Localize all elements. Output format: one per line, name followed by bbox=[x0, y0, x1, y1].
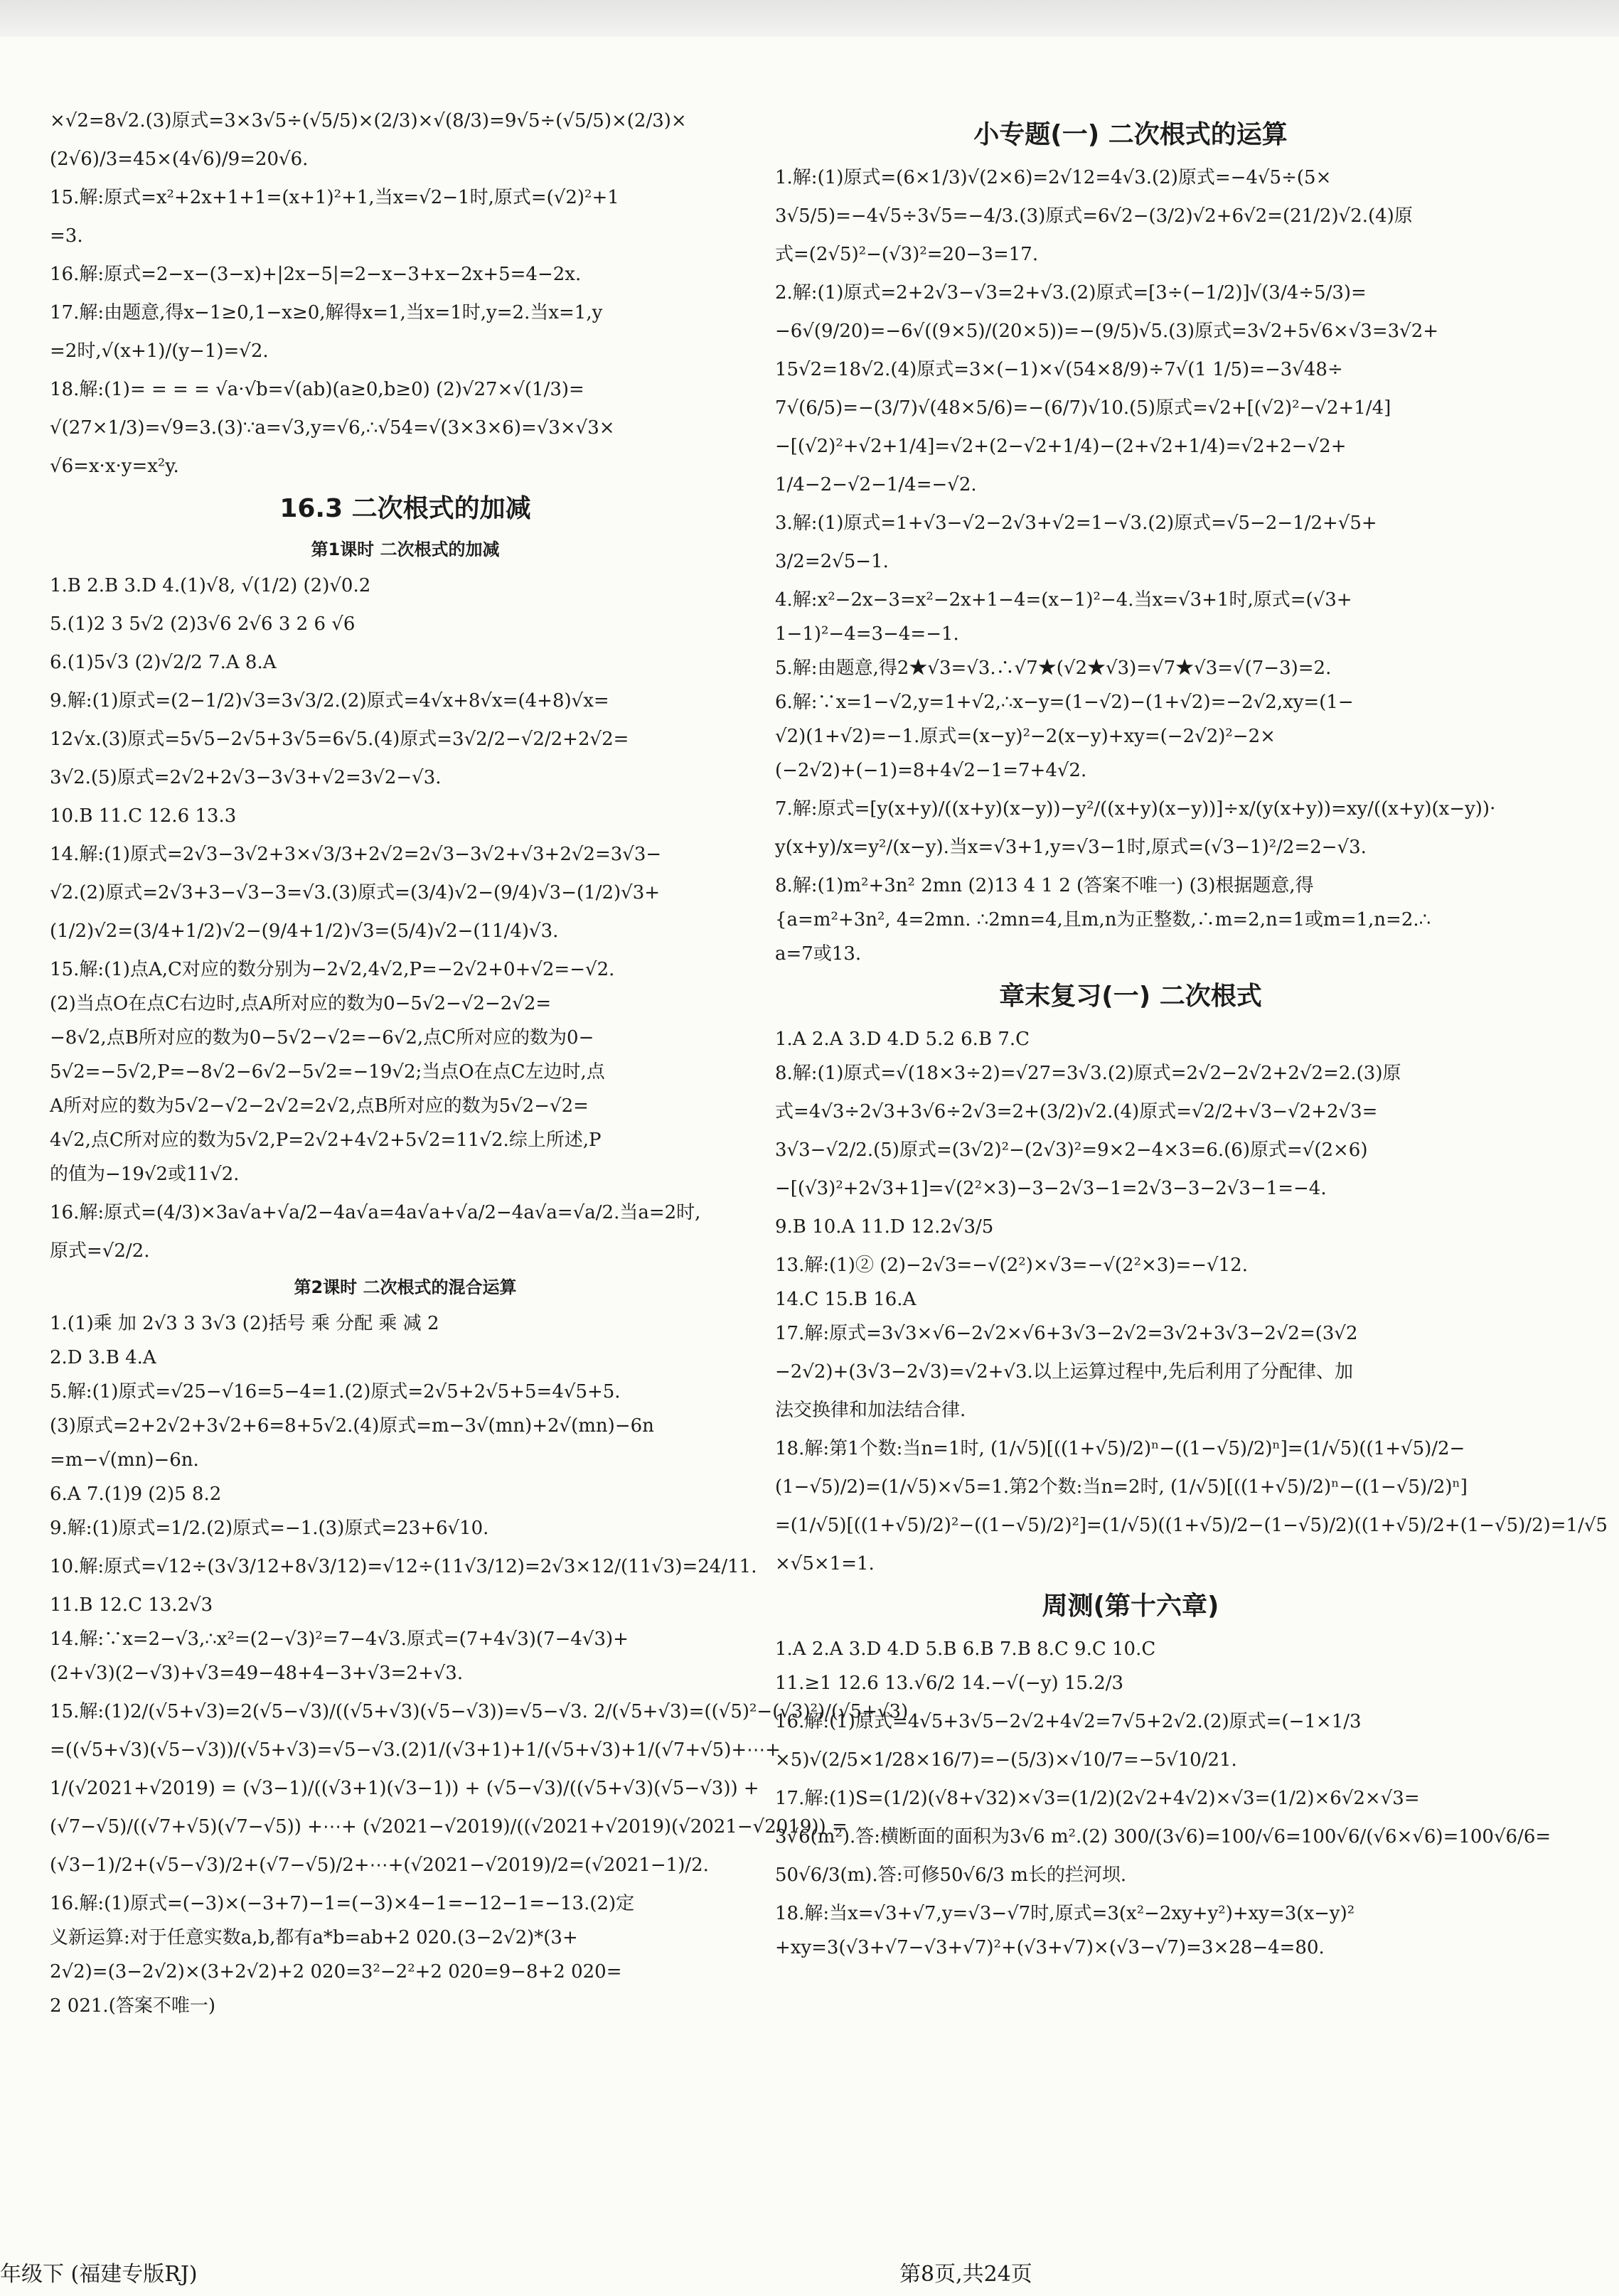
answer-line: (2)当点O在点C右边时,点A所对应的数为0−5√2−√2−2√2= bbox=[50, 993, 552, 1014]
answer-line: ×√2=8√2.(3)原式=3×3√5÷(√5/5)×(2/3)×√(8/3)=9√5÷(√5/5)×(2/3)× bbox=[50, 110, 687, 132]
answer-line: 13.解:(1)② (2)−2√3=−√(2²)×√3=−√(2²×3)=−√12. bbox=[775, 1255, 1248, 1276]
answer-line: (3)原式=2+2√2+3√2+6=8+5√2.(4)原式=m−3√(mn)+2√(mn)−6n bbox=[50, 1415, 654, 1437]
section-heading: 章末复习(一) 二次根式 bbox=[999, 982, 1262, 1011]
answer-line: 1/(√2021+√2019) = (√3−1)/((√3+1)(√3−1)) + (√5−√3)/((√5+√3)(√5−√3)) + bbox=[50, 1778, 759, 1799]
answer-line: 3√3−√2/2.(5)原式=(3√2)²−(2√3)²=9×2−4×3=6.(6)原式=√(2×6) bbox=[775, 1139, 1368, 1161]
answer-line: 9.B 10.A 11.D 12.2√3/5 bbox=[775, 1216, 994, 1238]
answer-line: 5.解:(1)原式=√25−√16=5−4=1.(2)原式=2√5+2√5+5=4√5+5. bbox=[50, 1381, 621, 1402]
answer-line: 15.解:原式=x²+2x+1+1=(x+1)²+1,当x=√2−1时,原式=(√2)²+1 bbox=[50, 187, 619, 208]
answer-line: ×5)√(2/5×1/28×16/7)=−(5/3)×√10/7=−5√10/21. bbox=[775, 1749, 1237, 1771]
answer-line: 3√6(m²).答:横断面的面积为3√6 m².(2) 300/(3√6)=100/√6=100√6/(√6×√6)=100√6/6= bbox=[775, 1826, 1551, 1847]
answer-line: 14.C 15.B 16.A bbox=[775, 1289, 917, 1310]
answer-line: 1.(1)乘 加 2√3 3 3√3 (2)括号 乘 分配 乘 减 2 bbox=[50, 1313, 439, 1334]
answer-line: 原式=√2/2. bbox=[50, 1240, 150, 1262]
answer-line: 6.解:∵x=1−√2,y=1+√2,∴x−y=(1−√2)−(1+√2)=−2√2,xy=(1− bbox=[775, 692, 1354, 713]
answer-line: (2√6)/3=45×(4√6)/9=20√6. bbox=[50, 149, 309, 170]
answer-line: =((√5+√3)(√5−√3))/(√5+√3)=√5−√3.(2)1/(√3+1)+1/(√5+√3)+1/(√7+√5)+⋯+ bbox=[50, 1739, 781, 1761]
answer-line: 3√2.(5)原式=2√2+2√3−3√3+√2=3√2−√3. bbox=[50, 767, 442, 788]
answer-line: 11.≥1 12.6 13.√6/2 14.−√(−y) 15.2/3 bbox=[775, 1673, 1124, 1694]
answer-line: (√7−√5)/((√7+√5)(√7−√5)) +⋯+ (√2021−√2019)/((√2021+√2019)(√2021−√2019)) = bbox=[50, 1816, 848, 1838]
answer-line: 1.B 2.B 3.D 4.(1)√8, √(1/2) (2)√0.2 bbox=[50, 575, 371, 596]
answer-line: 50√6/3(m).答:可修50√6/3 m长的拦河坝. bbox=[775, 1865, 1127, 1886]
answer-line: √6=x·x·y=x²y. bbox=[50, 456, 179, 477]
answer-line: 18.解:(1)= = = = √a·√b=√(ab)(a≥0,b≥0) (2)√27×√(1/3)= bbox=[50, 379, 584, 400]
answer-line: 3√5/5)=−4√5÷3√5=−4/3.(3)原式=6√2−(3/2)√2+6√2=(21/2)√2.(4)原 bbox=[775, 205, 1413, 227]
answer-line: 14.解:(1)原式=2√3−3√2+3×√3/3+2√2=2√3−3√2+√3+2√2=3√3− bbox=[50, 844, 662, 865]
answer-line: 7√(6/5)=−(3/7)√(48×5/6)=−(6/7)√10.(5)原式=√2+[(√2)²−√2+1/4] bbox=[775, 397, 1391, 419]
answer-line: 18.解:第1个数:当n=1时, (1/√5)[((1+√5)/2)ⁿ−((1−√5)/2)ⁿ]=(1/√5)((1+√5)/2− bbox=[775, 1438, 1465, 1459]
answer-line: 16.解:(1)原式=(−3)×(−3+7)−1=(−3)×4−1=−12−1=−13.(2)定 bbox=[50, 1893, 635, 1914]
answer-line: √(27×1/3)=√9=3.(3)∵a=√3,y=√6,∴√54=√(3×3×6)=√3×√3× bbox=[50, 417, 615, 439]
answer-line: 18.解:当x=√3+√7,y=√3−√7时,原式=3(x²−2xy+y²)+xy=3(x−y)² bbox=[775, 1903, 1355, 1924]
answer-line: 法交换律和加法结合律. bbox=[775, 1400, 966, 1421]
answer-line: 6.A 7.(1)9 (2)5 8.2 bbox=[50, 1484, 222, 1505]
answer-line: √2)(1+√2)=−1.原式=(x−y)²−2(x−y)+xy=(−2√2)²−2× bbox=[775, 726, 1276, 747]
answer-line: =m−√(mn)−6n. bbox=[50, 1449, 199, 1471]
footer-grade-edition: 年级下 (福建专版RJ) bbox=[0, 2262, 198, 2287]
answer-line: 8.解:(1)m²+3n² 2mn (2)13 4 1 2 (答案不唯一) (3)根据题意,得 bbox=[775, 875, 1314, 896]
answer-line: −6√(9/20)=−6√((9×5)/(20×5))=−(9/5)√5.(3)原式=3√2+5√6×√3=3√2+ bbox=[775, 321, 1439, 342]
answer-line: −[(√2)²+√2+1/4]=√2+(2−√2+1/4)−(2+√2+1/4)=√2+2−√2+ bbox=[775, 436, 1347, 457]
answer-line: 15√2=18√2.(4)原式=3×(−1)×√(54×8/9)÷7√(1 1/5)=−3√48÷ bbox=[775, 359, 1343, 380]
answer-line: 式=4√3÷2√3+3√6÷2√3=2+(3/2)√2.(4)原式=√2/2+√3−√2+2√3= bbox=[775, 1101, 1378, 1122]
answer-line: −2√2)+(3√3−2√3)=√2+√3.以上运算过程中,先后利用了分配律、加 bbox=[775, 1361, 1354, 1383]
answer-line: 5.解:由题意,得2★√3=√3.∴√7★(√2★√3)=√7★√3=√(7−3)=2. bbox=[775, 658, 1332, 679]
answer-line: (2+√3)(2−√3)+√3=49−48+4−3+√3=2+√3. bbox=[50, 1663, 464, 1684]
answer-line: 3/2=2√5−1. bbox=[775, 551, 889, 572]
answer-line: 16.解:原式=(4/3)×3a√a+√a/2−4a√a=4a√a+√a/2−4a√a=√a/2.当a=2时, bbox=[50, 1202, 701, 1223]
answer-line: 15.解:(1)点A,C对应的数分别为−2√2,4√2,P=−2√2+0+√2=−√2. bbox=[50, 959, 615, 980]
section-heading: 小专题(一) 二次根式的运算 bbox=[973, 120, 1288, 149]
answer-line: 5√2=−5√2,P=−8√2−6√2−5√2=−19√2;当点O在点C左边时,点 bbox=[50, 1061, 605, 1083]
answer-line: 16.解:原式=2−x−(3−x)+|2x−5|=2−x−3+x−2x+5=4−2x. bbox=[50, 264, 582, 285]
answer-line: 11.B 12.C 13.2√3 bbox=[50, 1594, 213, 1616]
answer-line: +xy=3(√3+√7−√3+√7)²+(√3+√7)×(√3−√7)=3×28−4=80. bbox=[775, 1937, 1325, 1958]
answer-line: 9.解:(1)原式=(2−1/2)√3=3√3/2.(2)原式=4√x+8√x=(4+8)√x= bbox=[50, 690, 609, 712]
lesson-heading: 第1课时 二次根式的加减 bbox=[311, 540, 500, 559]
answer-line: =3. bbox=[50, 225, 83, 247]
answer-line: {a=m²+3n², 4=2mn. ∴2mn=4,且m,n为正整数,∴m=2,n=1或m=1,n=2.∴ bbox=[775, 909, 1431, 930]
answer-line: 2.D 3.B 4.A bbox=[50, 1347, 156, 1368]
answer-line: =2时,√(x+1)/(y−1)=√2. bbox=[50, 340, 269, 362]
answer-line: (√3−1)/2+(√5−√3)/2+(√7−√5)/2+⋯+(√2021−√2019)/2=(√2021−1)/2. bbox=[50, 1855, 709, 1876]
answer-line: 3.解:(1)原式=1+√3−√2−2√3+√2=1−√3.(2)原式=√5−2−1/2+√5+ bbox=[775, 513, 1377, 534]
answer-line: y(x+y)/x=y²/(x−y).当x=√3+1,y=√3−1时,原式=(√3−1)²/2=2−√3. bbox=[775, 837, 1367, 858]
answer-line: a=7或13. bbox=[775, 943, 862, 965]
section-heading: 16.3 二次根式的加减 bbox=[279, 494, 531, 523]
answer-line: (−2√2)+(−1)=8+4√2−1=7+4√2. bbox=[775, 760, 1087, 781]
answer-line: 1.A 2.A 3.D 4.D 5.2 6.B 7.C bbox=[775, 1029, 1030, 1050]
answer-line: 7.解:原式=[y(x+y)/((x+y)(x−y))−y²/((x+y)(x−y))]÷x/(y(x+y))=xy/((x+y)(x−y))· bbox=[775, 798, 1496, 820]
answer-line: 14.解:∵x=2−√3,∴x²=(2−√3)²=7−4√3.原式=(7+4√3)(7−4√3)+ bbox=[50, 1629, 629, 1650]
answer-line: 1−1)²−4=3−4=−1. bbox=[775, 623, 959, 645]
answer-line: 17.解:由题意,得x−1≥0,1−x≥0,解得x=1,当x=1时,y=2.当x=1,y bbox=[50, 302, 603, 323]
answer-line: A所对应的数为5√2−√2−2√2=2√2,点B所对应的数为5√2−√2= bbox=[50, 1095, 589, 1117]
answer-line: 的值为−19√2或11√2. bbox=[50, 1164, 240, 1185]
answer-line: 2.解:(1)原式=2+2√3−√3=2+√3.(2)原式=[3÷(−1/2)]√(3/4÷5/3)= bbox=[775, 282, 1367, 304]
answer-line: 12√x.(3)原式=5√5−2√5+3√5=6√5.(4)原式=3√2/2−√2/2+2√2= bbox=[50, 729, 629, 750]
answer-line: 式=(2√5)²−(√3)²=20−3=17. bbox=[775, 244, 1039, 265]
section-heading: 周测(第十六章) bbox=[1042, 1592, 1219, 1621]
right-column bbox=[775, 107, 1608, 1968]
scan-top-band bbox=[0, 0, 1619, 37]
answer-line: 1/4−2−√2−1/4=−√2. bbox=[775, 474, 977, 495]
answer-line: −8√2,点B所对应的数为0−5√2−√2=−6√2,点C所对应的数为0− bbox=[50, 1027, 594, 1048]
answer-line: =(1/√5)[((1+√5)/2)²−((1−√5)/2)²]=(1/√5)((1+√5)/2−(1−√5)/2)((1+√5)/2+(1−√5)/2)=1/√5 bbox=[775, 1515, 1608, 1536]
lesson-heading: 第2课时 二次根式的混合运算 bbox=[294, 1277, 517, 1297]
answer-line: (1/2)√2=(3/4+1/2)√2−(9/4+1/2)√3=(5/4)√2−(11/4)√3. bbox=[50, 921, 559, 942]
answer-line: 16.解:(1)原式=4√5+3√5−2√2+4√2=7√5+2√2.(2)原式=(−1×1/3 bbox=[775, 1711, 1362, 1732]
answer-line: 1.A 2.A 3.D 4.D 5.B 6.B 7.B 8.C 9.C 10.C bbox=[775, 1638, 1156, 1660]
answer-line: 10.解:原式=√12÷(3√3/12+8√3/12)=√12÷(11√3/12)=2√3×12/(11√3)=24/11. bbox=[50, 1556, 757, 1577]
answer-line: 1.解:(1)原式=(6×1/3)√(2×6)=2√12=4√3.(2)原式=−4√5÷(5× bbox=[775, 167, 1332, 188]
answer-line: −[(√3)²+2√3+1]=√(2²×3)−3−2√3−1=2√3−3−2√3−1=−4. bbox=[775, 1178, 1327, 1199]
answer-line: 15.解:(1)2/(√5+√3)=2(√5−√3)/((√5+√3)(√5−√3))=√5−√3. 2/(√5+√3)=((√5)²−(√3)²)/(√5+√3) bbox=[50, 1701, 909, 1722]
answer-line: 10.B 11.C 12.6 13.3 bbox=[50, 805, 237, 827]
answer-line: 2 021.(答案不唯一) bbox=[50, 1995, 215, 2017]
answer-line: (1−√5)/2)=(1/√5)×√5=1.第2个数:当n=2时, (1/√5)[((1+√5)/2)ⁿ−((1−√5)/2)ⁿ] bbox=[775, 1476, 1468, 1498]
answer-line: √2.(2)原式=2√3+3−√3−3=√3.(3)原式=(3/4)√2−(9/4)√3−(1/2)√3+ bbox=[50, 882, 661, 903]
answer-line: 5.(1)2 3 5√2 (2)3√6 2√6 3 2 6 √6 bbox=[50, 613, 356, 635]
answer-line: 义新运算:对于任意实数a,b,都有a*b=ab+2 020.(3−2√2)*(3+ bbox=[50, 1927, 578, 1948]
footer-page-number: 第8页,共24页 bbox=[899, 2262, 1032, 2287]
answer-line: 4.解:x²−2x−3=x²−2x+1−4=(x−1)²−4.当x=√3+1时,原式=(√3+ bbox=[775, 589, 1352, 611]
answer-line: 2√2)=(3−2√2)×(3+2√2)+2 020=3²−2²+2 020=9−8+2 020= bbox=[50, 1961, 622, 1983]
answer-line: 9.解:(1)原式=1/2.(2)原式=−1.(3)原式=23+6√10. bbox=[50, 1518, 489, 1539]
answer-line: 17.解:(1)S=(1/2)(√8+√32)×√3=(1/2)(2√2+4√2)×√3=(1/2)×6√2×√3= bbox=[775, 1788, 1420, 1809]
answer-line: 8.解:(1)原式=√(18×3÷2)=√27=3√3.(2)原式=2√2−2√2+2√2=2.(3)原 bbox=[775, 1063, 1401, 1084]
answer-line: 17.解:原式=3√3×√6−2√2×√6+3√3−2√2=3√2+3√3−2√2=(3√2 bbox=[775, 1323, 1358, 1344]
answer-line: 4√2,点C所对应的数为5√2,P=2√2+4√2+5√2=11√2.综上所述,P bbox=[50, 1130, 602, 1151]
answer-line: ×√5×1=1. bbox=[775, 1553, 875, 1575]
answer-line: 6.(1)5√3 (2)√2/2 7.A 8.A bbox=[50, 652, 277, 673]
